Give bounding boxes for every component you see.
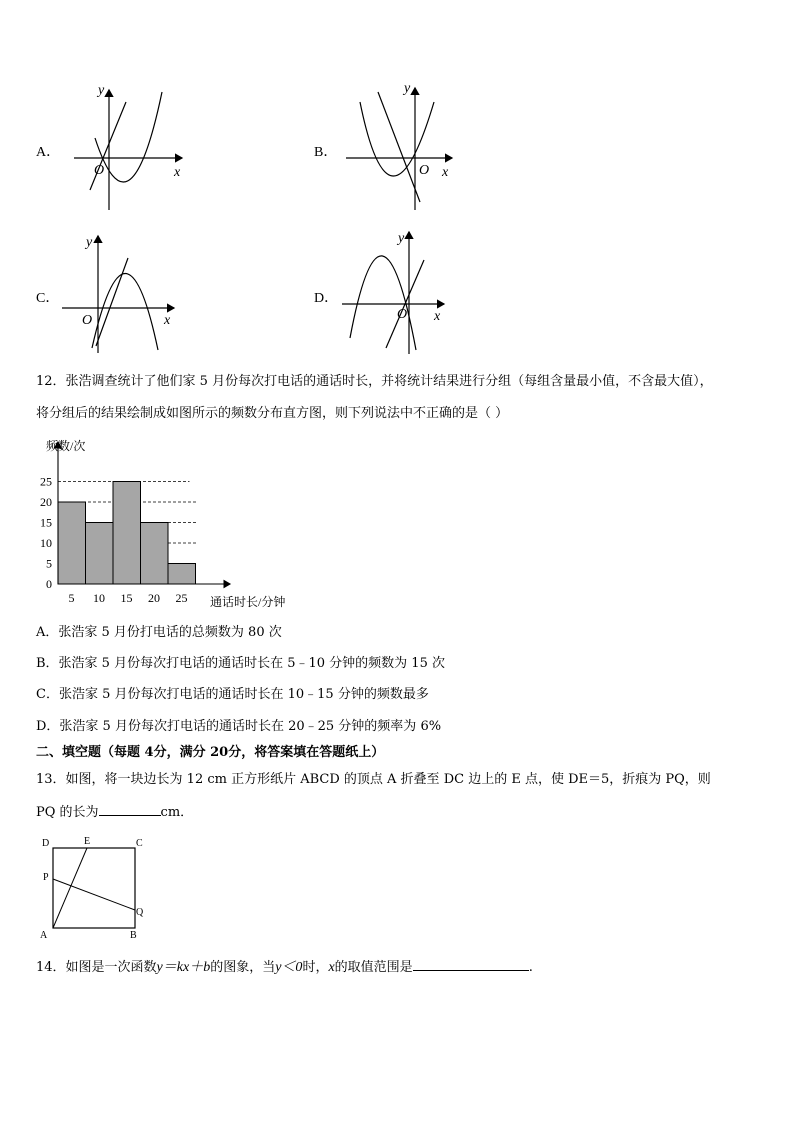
y-tick-label: 5 [46, 556, 52, 571]
line-graph [378, 92, 420, 202]
q13-line1: 13．如图，将一块边长为 12 cm 正方形纸片 ABCD 的顶点 A 折叠至 DC 边上的 E 点，使 DE＝5，折痕为 PQ，则 [36, 772, 711, 787]
label-b: B [130, 930, 137, 941]
x-tick-label: 25 [175, 591, 188, 605]
q13-line2-suffix: cm． [160, 805, 194, 820]
y-axis-label: y [398, 231, 405, 246]
q14-function: y＝kx＋b [156, 960, 211, 975]
label-q: Q [136, 907, 144, 918]
y-tick-label: 15 [40, 515, 52, 530]
fold-line-pq [53, 879, 135, 910]
q12-option-d: D．张浩家 5 月份每次打电话的通话时长在 20﹣25 分钟的频率为 6% [36, 719, 442, 734]
x-tick-label: 15 [120, 591, 133, 605]
label-c: C [136, 838, 143, 849]
origin-label: O [82, 313, 93, 328]
q13-line2 [36, 803, 193, 821]
label-e: E [84, 836, 91, 847]
x-axis-label: x [442, 165, 449, 180]
q14-suffix: 的取值范围是 [334, 960, 413, 975]
histogram-bar [141, 523, 169, 585]
x-tick-label: 20 [148, 591, 160, 605]
y-tick-label: 20 [40, 495, 52, 509]
histogram-bar [168, 564, 196, 585]
histogram-ylabel: 频数/次 [46, 439, 86, 453]
histogram-bar [58, 502, 86, 584]
q12-option-a: A．张浩家 5 月份打电话的总频数为 80 次 [36, 625, 282, 640]
x-tick-label: 10 [93, 591, 105, 605]
label-p: P [43, 872, 49, 883]
q14-end: . [528, 960, 533, 975]
q12-option-c: C．张浩家 5 月份每次打电话的通话时长在 10﹣15 分钟的频数最多 [36, 687, 429, 702]
q12-line2: 将分组后的结果绘制成如图所示的频数分布直方图，则下列说法中不正确的是（ ） [36, 406, 509, 421]
histogram-xlabel: 通话时长/分钟 [210, 595, 286, 609]
parabola [95, 92, 162, 182]
q12-line1: 12．张浩调查统计了他们家 5 月份每次打电话的通话时长，并将统计结果进行分组（每组含量最小值，不含最大值）， [36, 374, 713, 389]
histogram-bar [86, 523, 114, 585]
label-a: A [40, 930, 48, 941]
y-axis-label: y [404, 81, 411, 96]
label-d: D [42, 838, 50, 849]
q14-mid2: 时， [302, 960, 329, 975]
option-c-label: C． [36, 291, 60, 306]
x-axis-label: x [434, 309, 441, 324]
option-c-graph [58, 228, 188, 358]
x-axis-label: x [174, 165, 181, 180]
x-tick-label: 5 [68, 591, 75, 605]
histogram-chart [30, 436, 310, 614]
origin-label: O [419, 163, 430, 178]
answer-blank[interactable] [413, 958, 529, 971]
line-graph [96, 258, 128, 346]
y-axis-label: y [98, 83, 105, 98]
q14-text [36, 958, 533, 976]
q12-option-b: B．张浩家 5 月份每次打电话的通话时长在 5﹣10 分钟的频数为 15 次 [36, 656, 445, 671]
square-fold-figure [36, 834, 156, 944]
origin-label: O [397, 307, 408, 322]
y-axis-label: y [86, 235, 93, 250]
histogram-bar [113, 482, 141, 585]
option-b-label: B． [314, 145, 338, 160]
parabola [92, 273, 158, 350]
segment-ae [53, 848, 87, 928]
q14-condition: y＜0 [275, 960, 303, 975]
q13-line2-prefix: PQ 的长为 [36, 805, 99, 820]
y-tick-label: 0 [46, 577, 52, 591]
section-title: 二、填空题（每题 4分，满分 20分，将答案填在答题纸上） [36, 745, 385, 760]
option-b-graph [338, 80, 468, 215]
y-tick-label: 10 [40, 536, 52, 550]
q14-mid: 的图象，当 [210, 960, 276, 975]
q14-prefix: 14．如图是一次函数 [36, 960, 157, 975]
q14-variable: x [328, 960, 335, 975]
option-d-label: D． [314, 291, 339, 306]
origin-label: O [94, 163, 105, 178]
answer-blank[interactable] [99, 803, 161, 816]
y-tick-label: 25 [40, 474, 52, 489]
option-a-label: A． [36, 145, 61, 160]
option-a-graph [60, 80, 200, 215]
x-axis-label: x [164, 313, 171, 328]
square-abcd [53, 848, 135, 928]
option-d-graph [338, 228, 468, 358]
